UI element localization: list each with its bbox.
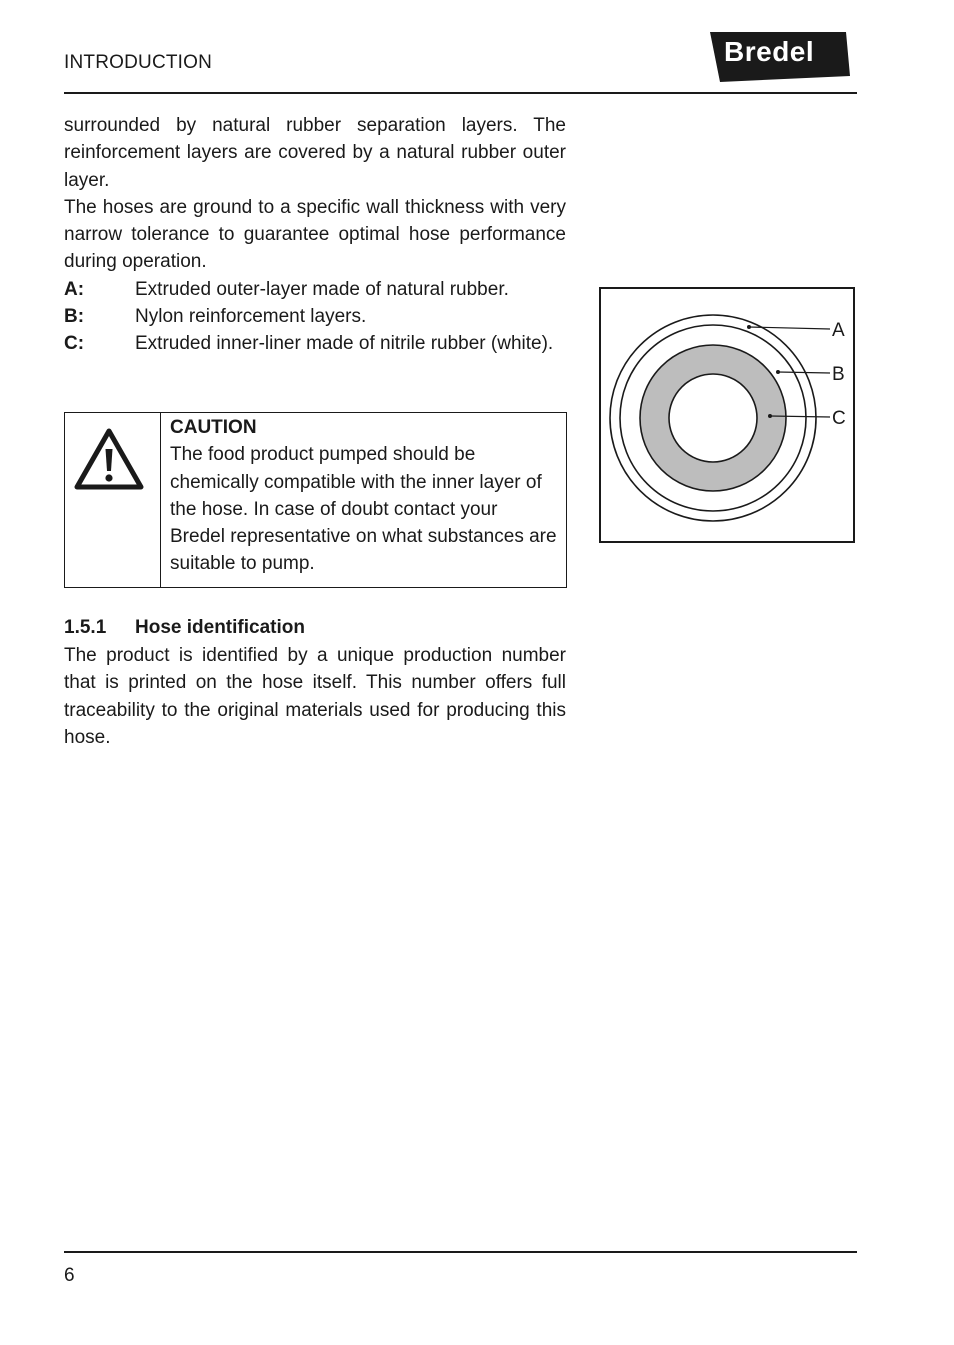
hose-bore [669,374,757,462]
legend-item [64,303,566,330]
leader-dot-a [747,325,751,329]
warning-triangle-icon [73,427,145,493]
section-title: Hose identification [135,617,305,638]
caution-icon-cell [65,413,161,587]
legend-list [64,276,566,358]
hose-cross-section-figure [599,287,855,543]
header-divider [64,92,857,94]
leader-line-a [749,327,830,329]
leader-dot-c [768,414,772,418]
section-number: 1.5.1 [64,617,107,638]
legend-item [64,330,566,357]
leader-line-b [778,372,830,373]
legend-text: Nylon reinforcement layers. [135,306,367,328]
caution-text: The food product pumped should be chemically compatible with the inner layer of the hose. In case of doubt contact your Bredel representative on what substances are suitable to pump. [170,444,557,575]
legend-text: Extruded outer-layer made of natural rubber. [135,278,509,300]
leader-dot-b [776,370,780,374]
footer-divider [64,1251,857,1253]
legend-key: A: [64,278,85,300]
body-text [64,112,566,358]
caution-box [64,412,567,588]
legend-key: B: [64,306,85,328]
svg-text:Bredel: Bredel [724,36,815,67]
section-heading [64,614,305,641]
caution-content [161,413,566,587]
label-c: C [832,408,846,429]
section-title: INTRODUCTION [64,52,213,73]
paragraph: surrounded by natural rubber separation layers. The reinforcement layers are covered by a natural rubber outer layer. [64,115,566,191]
section-paragraph: The product is identified by a unique production number that is printed on the hose itself. This number offers full traceability to the original materials used for producing this hose. [64,645,566,748]
label-b: B [832,364,845,385]
legend-key: C: [64,333,85,355]
bredel-logo [708,30,850,84]
hose-diagram [601,289,853,541]
legend-text: Extruded inner-liner made of nitrile rubber (white). [135,333,554,355]
legend-item [64,276,566,303]
label-a: A [832,320,845,341]
paragraph: The hoses are ground to a specific wall thickness with very narrow tolerance to guarantee optimal hose performance during operation. [64,196,566,273]
caution-title: CAUTION [170,417,257,438]
page-number: 6 [64,1265,75,1286]
